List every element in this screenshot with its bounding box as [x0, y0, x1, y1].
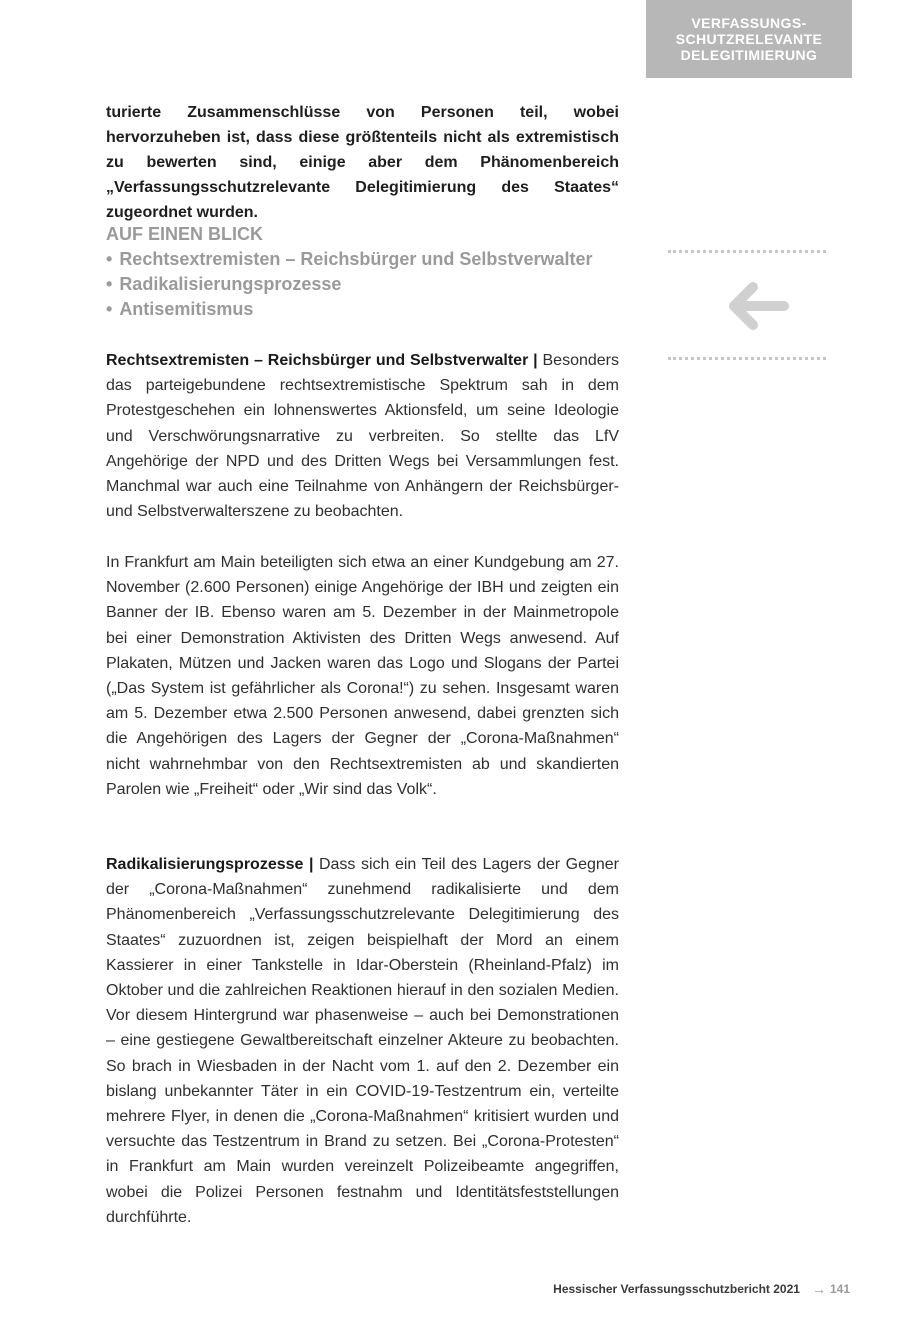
- page-number: 141: [829, 1282, 850, 1296]
- at-a-glance-item: • Rechtsextremisten – Reichsbürger und Selbstverwalter: [106, 247, 619, 272]
- arrow-left-icon: [726, 281, 790, 331]
- paragraph-text: Dass sich ein Teil des Lagers der Gegner der „Corona-Maßnahmen“ zunehmend radikalisierte und dem Phänomenbereich „Verfassungsschutzrelevante Delegitimierung des Staates“ zuzuordnen ist, zeigen beispielhaft der Mord an einem Kassierer in einer Tankstelle in Idar-Oberstein (Rheinland-Pfalz) im Oktober und die zahlreichen Reaktionen hierauf in den sozialen Medien. Vor diesem Hintergrund war phasenweise – auch bei Demonstrationen – eine gestiegene Gewaltbereitschaft einzelner Akteure zu beobachten. So brach in Wiesbaden in der Nacht vom 1. auf den 2. Dezember ein bislang unbekannter Täter in ein COVID-19-Testzentrum ein, verteilte mehrere Flyer, in denen die „Corona-Maßnahmen“ kritisiert wurden und versuchte das Testzentrum in Brand zu setzen. Bei „Corona-Protesten“ in Frankfurt am Main wurden vereinzelt Polizeibeamte angegriffen, wobei die Polizei Personen festnahm und Identitätsfeststellungen durchführte.: [106, 856, 619, 1226]
- section-tab-line-1: VERFASSUNGS-: [691, 15, 807, 31]
- arrow-right-icon: →: [811, 1281, 826, 1297]
- paragraph-lead: Rechtsextremisten – Reichsbürger und Selbstverwalter |: [106, 352, 538, 369]
- body-paragraph: [106, 348, 619, 524]
- dotted-divider-top: [668, 250, 826, 253]
- page-footer: [553, 1281, 850, 1297]
- section-tab-line-3: DELEGITIMIERUNG: [680, 47, 818, 63]
- section-tab: [646, 0, 852, 78]
- section-tab-line-2: SCHUTZRELEVANTE: [675, 31, 823, 47]
- intro-paragraph: turierte Zusammenschlüsse von Personen teil, wobei hervorzuheben ist, dass diese größtenteils nicht als extremistisch zu bewerten sind, einige aber dem Phänomenbereich „Verfassungsschutzrelevante Delegitimierung des Staates“ zugeordnet wurden.: [106, 104, 619, 221]
- at-a-glance-item: • Radikalisierungsprozesse: [106, 272, 619, 297]
- body-paragraph: [106, 550, 619, 802]
- at-a-glance-item: • Antisemitismus: [106, 297, 619, 322]
- dotted-divider-bottom: [668, 357, 826, 360]
- at-a-glance-heading: AUF EINEN BLICK: [106, 224, 263, 244]
- paragraph-lead: Radikalisierungsprozesse |: [106, 856, 314, 873]
- page-indicator: [812, 1281, 850, 1297]
- at-a-glance-list: [106, 247, 619, 322]
- body-paragraph: [106, 852, 619, 1230]
- publication-title: Hessischer Verfassungsschutzbericht 2021: [553, 1282, 800, 1296]
- paragraph-text: Besonders das parteigebundene rechtsextremistische Spektrum sah in dem Protestgeschehen ein lohnenswertes Aktionsfeld, um seine Ideologie und Verschwörungsnarrative zu verbreiten. So stellte das LfV Angehörige der NPD und des Dritten Wegs bei Versammlungen fest. Manchmal war auch eine Teilnahme von Anhängern der Reichsbürger- und Selbstverwalterszene zu beobachten.: [106, 352, 620, 521]
- paragraph-text: In Frankfurt am Main beteiligten sich etwa an einer Kundgebung am 27. November (2.600 Personen) einige Angehörige der IBH und zeigten ein Banner der IB. Ebenso waren am 5. Dezember in der Mainmetropole bei einer Demonstration Aktivisten des Dritten Wegs anwesend. Auf Plakaten, Mützen und Jacken waren das Logo und Slogans der Partei („Das System ist gefährlicher als Corona!“) zu sehen. Insgesamt waren am 5. Dezember etwa 2.500 Personen anwesend, dabei grenzten sich die Angehörigen des Lagers der Gegner der „Corona-Maßnahmen“ nicht wahrnehmbar von den Rechtsextremisten ab und skandierten Parolen wie „Freiheit“ oder „Wir sind das Volk“.: [106, 554, 619, 798]
- at-a-glance-box: [106, 222, 619, 322]
